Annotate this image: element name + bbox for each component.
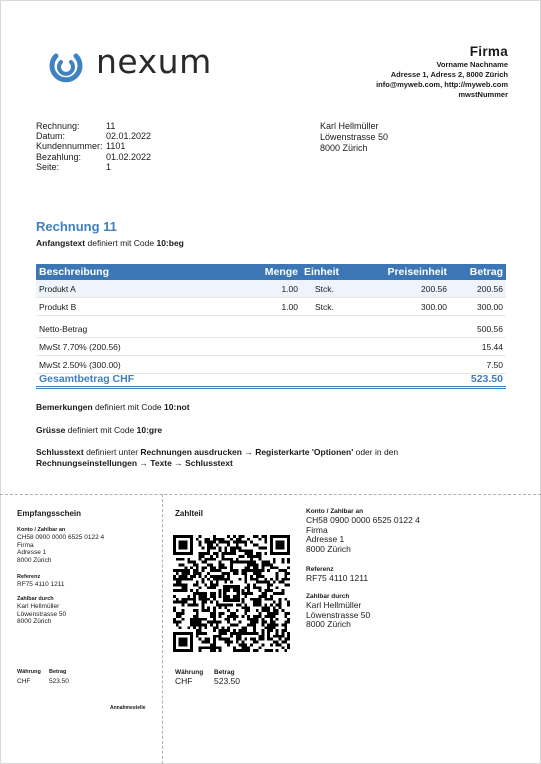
info-row [36, 152, 151, 162]
recipient-street: Löwenstrasse 50 [320, 132, 389, 142]
payment-amount-label: Betrag [214, 669, 235, 676]
invoice-info [36, 121, 151, 172]
receipt-creditor-name: Firma [17, 541, 34, 549]
company-name: Firma [469, 44, 508, 59]
info-value: 02.01.2022 [106, 131, 152, 142]
receipt-payer-city: 8000 Zürich [17, 618, 52, 625]
info-label: Seite: [36, 161, 60, 172]
recipient-name: Karl Hellmüller [320, 121, 379, 131]
receipt-creditor-street: Adresse 1 [17, 549, 47, 556]
total-line [36, 356, 506, 374]
cell-unit-price: 200.56 [364, 280, 450, 298]
cell-amount: 200.56 [450, 280, 506, 298]
payment-account-label: Konto / Zahlbar an [306, 508, 364, 515]
col-header-quantity: Menge [247, 264, 301, 280]
payment-currency-value: CHF [175, 676, 193, 686]
receipt-title: Empfangsschein [17, 509, 82, 518]
info-row [36, 131, 151, 141]
info-row [36, 162, 151, 172]
col-header-unit: Einheit [301, 264, 364, 280]
nexum-logo-icon [48, 48, 84, 84]
receipt-currency-value: CHF [17, 678, 31, 685]
info-label: Kundennummer: [36, 141, 103, 152]
recipient-city: 8000 Zürich [320, 143, 368, 153]
greeting-rest: definiert mit Code [65, 425, 137, 435]
receipt-ref-label: Referenz [17, 574, 41, 580]
grand-total-value: 523.50 [470, 373, 503, 385]
receipt-payer [17, 596, 66, 626]
col-header-amount: Betrag [450, 264, 506, 280]
cell-amount: 300.00 [450, 298, 506, 316]
receipt-iban: CH58 0900 0000 6525 0122 4 [17, 534, 105, 541]
receipt-currency-label: Währung [17, 669, 41, 675]
qr-code [173, 535, 290, 652]
col-header-description: Beschreibung [36, 264, 247, 280]
payment-iban: CH58 0900 0000 6525 0122 4 [306, 515, 420, 525]
receipt-ref-value: RF75 4110 1211 [17, 581, 65, 588]
info-label: Rechnung: [36, 121, 80, 131]
receipt-payer-street: Löwenstrasse 50 [17, 610, 67, 618]
info-row [36, 141, 151, 151]
payment-creditor-street: Adresse 1 [306, 534, 345, 544]
greeting-bold: Grüsse [36, 425, 66, 435]
info-value: 11 [106, 121, 116, 131]
info-value: 1101 [106, 141, 126, 152]
payment-payer-street: Löwenstrasse 50 [306, 609, 371, 620]
company-address: Adresse 1, Adress 2, 8000 Zürich [390, 70, 508, 79]
totals [36, 320, 506, 374]
recipient-address [320, 121, 388, 154]
cell-unit: Stck. [301, 280, 364, 298]
payment-currency [175, 669, 203, 687]
total-value: 500.56 [477, 323, 503, 334]
closing-text-1: definiert unter [83, 447, 141, 457]
payment-account [306, 508, 420, 554]
info-label: Datum: [36, 131, 66, 142]
slip-separator-horizontal [0, 494, 541, 495]
info-value: 01.02.2022 [106, 151, 152, 162]
receipt-currency [17, 669, 41, 686]
total-label: Netto-Betrag [39, 323, 88, 334]
closing-text [36, 447, 506, 469]
logo-wordmark: nexum [96, 42, 212, 81]
items-table [36, 264, 506, 316]
grand-total-label: Gesamtbetrag CHF [39, 373, 135, 385]
payment-title: Zahlteil [175, 509, 204, 518]
payment-amount-value: 523.50 [214, 676, 240, 686]
receipt-payer-name: Karl Hellmüller [17, 603, 60, 610]
invoice-title: Rechnung 11 [36, 219, 117, 234]
payment-payer-label: Zahlbar durch [306, 593, 350, 600]
closing-bold-3: Rechnungseinstellungen → Texte → Schlusstext [36, 458, 233, 468]
greeting-text [36, 425, 162, 435]
start-text-code: 10:beg [156, 238, 184, 248]
total-value: 15.44 [481, 341, 503, 352]
company-contact: Vorname Nachname [436, 60, 508, 69]
info-label: Bezahlung: [36, 151, 82, 162]
remarks-bold: Bemerkungen [36, 402, 93, 412]
cell-unit: Stck. [301, 298, 364, 316]
payment-creditor-city: 8000 Zürich [306, 543, 351, 554]
payment-payer-city: 8000 Zürich [306, 619, 351, 629]
info-value: 1 [106, 161, 112, 172]
col-header-unit-price: Preiseinheit [364, 264, 450, 280]
payment-creditor-name: Firma [306, 524, 328, 535]
receipt-amount-value: 523.50 [49, 678, 69, 685]
closing-bold-1: Schlusstext [36, 447, 84, 457]
payment-ref-label: Referenz [306, 566, 334, 573]
company-block [376, 44, 508, 100]
payment-payer [306, 593, 370, 630]
receipt-amount [49, 669, 69, 686]
payment-currency-label: Währung [175, 669, 204, 676]
payment-amount [214, 669, 240, 687]
closing-text-2: oder in den [353, 447, 399, 457]
total-line [36, 338, 506, 356]
receipt-payer-label: Zahlbar durch [17, 596, 54, 602]
total-label: MwSt 7.70% (200.56) [39, 341, 121, 352]
info-row [36, 121, 151, 131]
cell-quantity: 1.00 [247, 298, 301, 316]
table-row [36, 280, 506, 298]
total-value: 7.50 [486, 359, 503, 370]
receipt-account-label: Konto / Zahlbar an [17, 527, 66, 533]
remarks-rest: definiert mit Code [92, 402, 165, 412]
cell-description: Produkt A [36, 280, 247, 298]
receipt-creditor-city: 8000 Zürich [17, 556, 52, 564]
cell-quantity: 1.00 [247, 280, 301, 298]
payment-ref-value: RF75 4110 1211 [306, 573, 369, 583]
closing-bold-2: Rechnungen ausdrucken → Registerkarte 'Optionen' [140, 447, 354, 457]
start-text-bold: Anfangstext [36, 238, 86, 248]
greeting-code: 10:gre [136, 425, 163, 435]
remarks-code: 10:not [164, 402, 190, 412]
company-web: info@myweb.com, http://myweb.com [376, 80, 508, 89]
receipt-reference [17, 574, 64, 589]
table-header [36, 264, 506, 280]
payment-payer-name: Karl Hellmüller [306, 600, 362, 610]
total-label: MwSt 2.50% (300.00) [39, 359, 121, 370]
table-row [36, 298, 506, 316]
total-line [36, 320, 506, 338]
receipt-amount-label: Betrag [49, 669, 67, 675]
receipt-account [17, 527, 104, 564]
company-vat: mwstNummer [458, 90, 508, 99]
payment-reference [306, 566, 368, 584]
start-text [36, 238, 184, 248]
acceptance-point: Annahmestelle [110, 705, 146, 711]
cell-description: Produkt B [36, 298, 247, 316]
slip-separator-vertical [162, 494, 163, 764]
cell-unit-price: 300.00 [364, 298, 450, 316]
grand-total [36, 373, 506, 389]
remarks-text [36, 402, 190, 412]
start-text-rest: definiert mit Code [85, 238, 157, 248]
qr-swiss-cross-icon [222, 584, 242, 604]
